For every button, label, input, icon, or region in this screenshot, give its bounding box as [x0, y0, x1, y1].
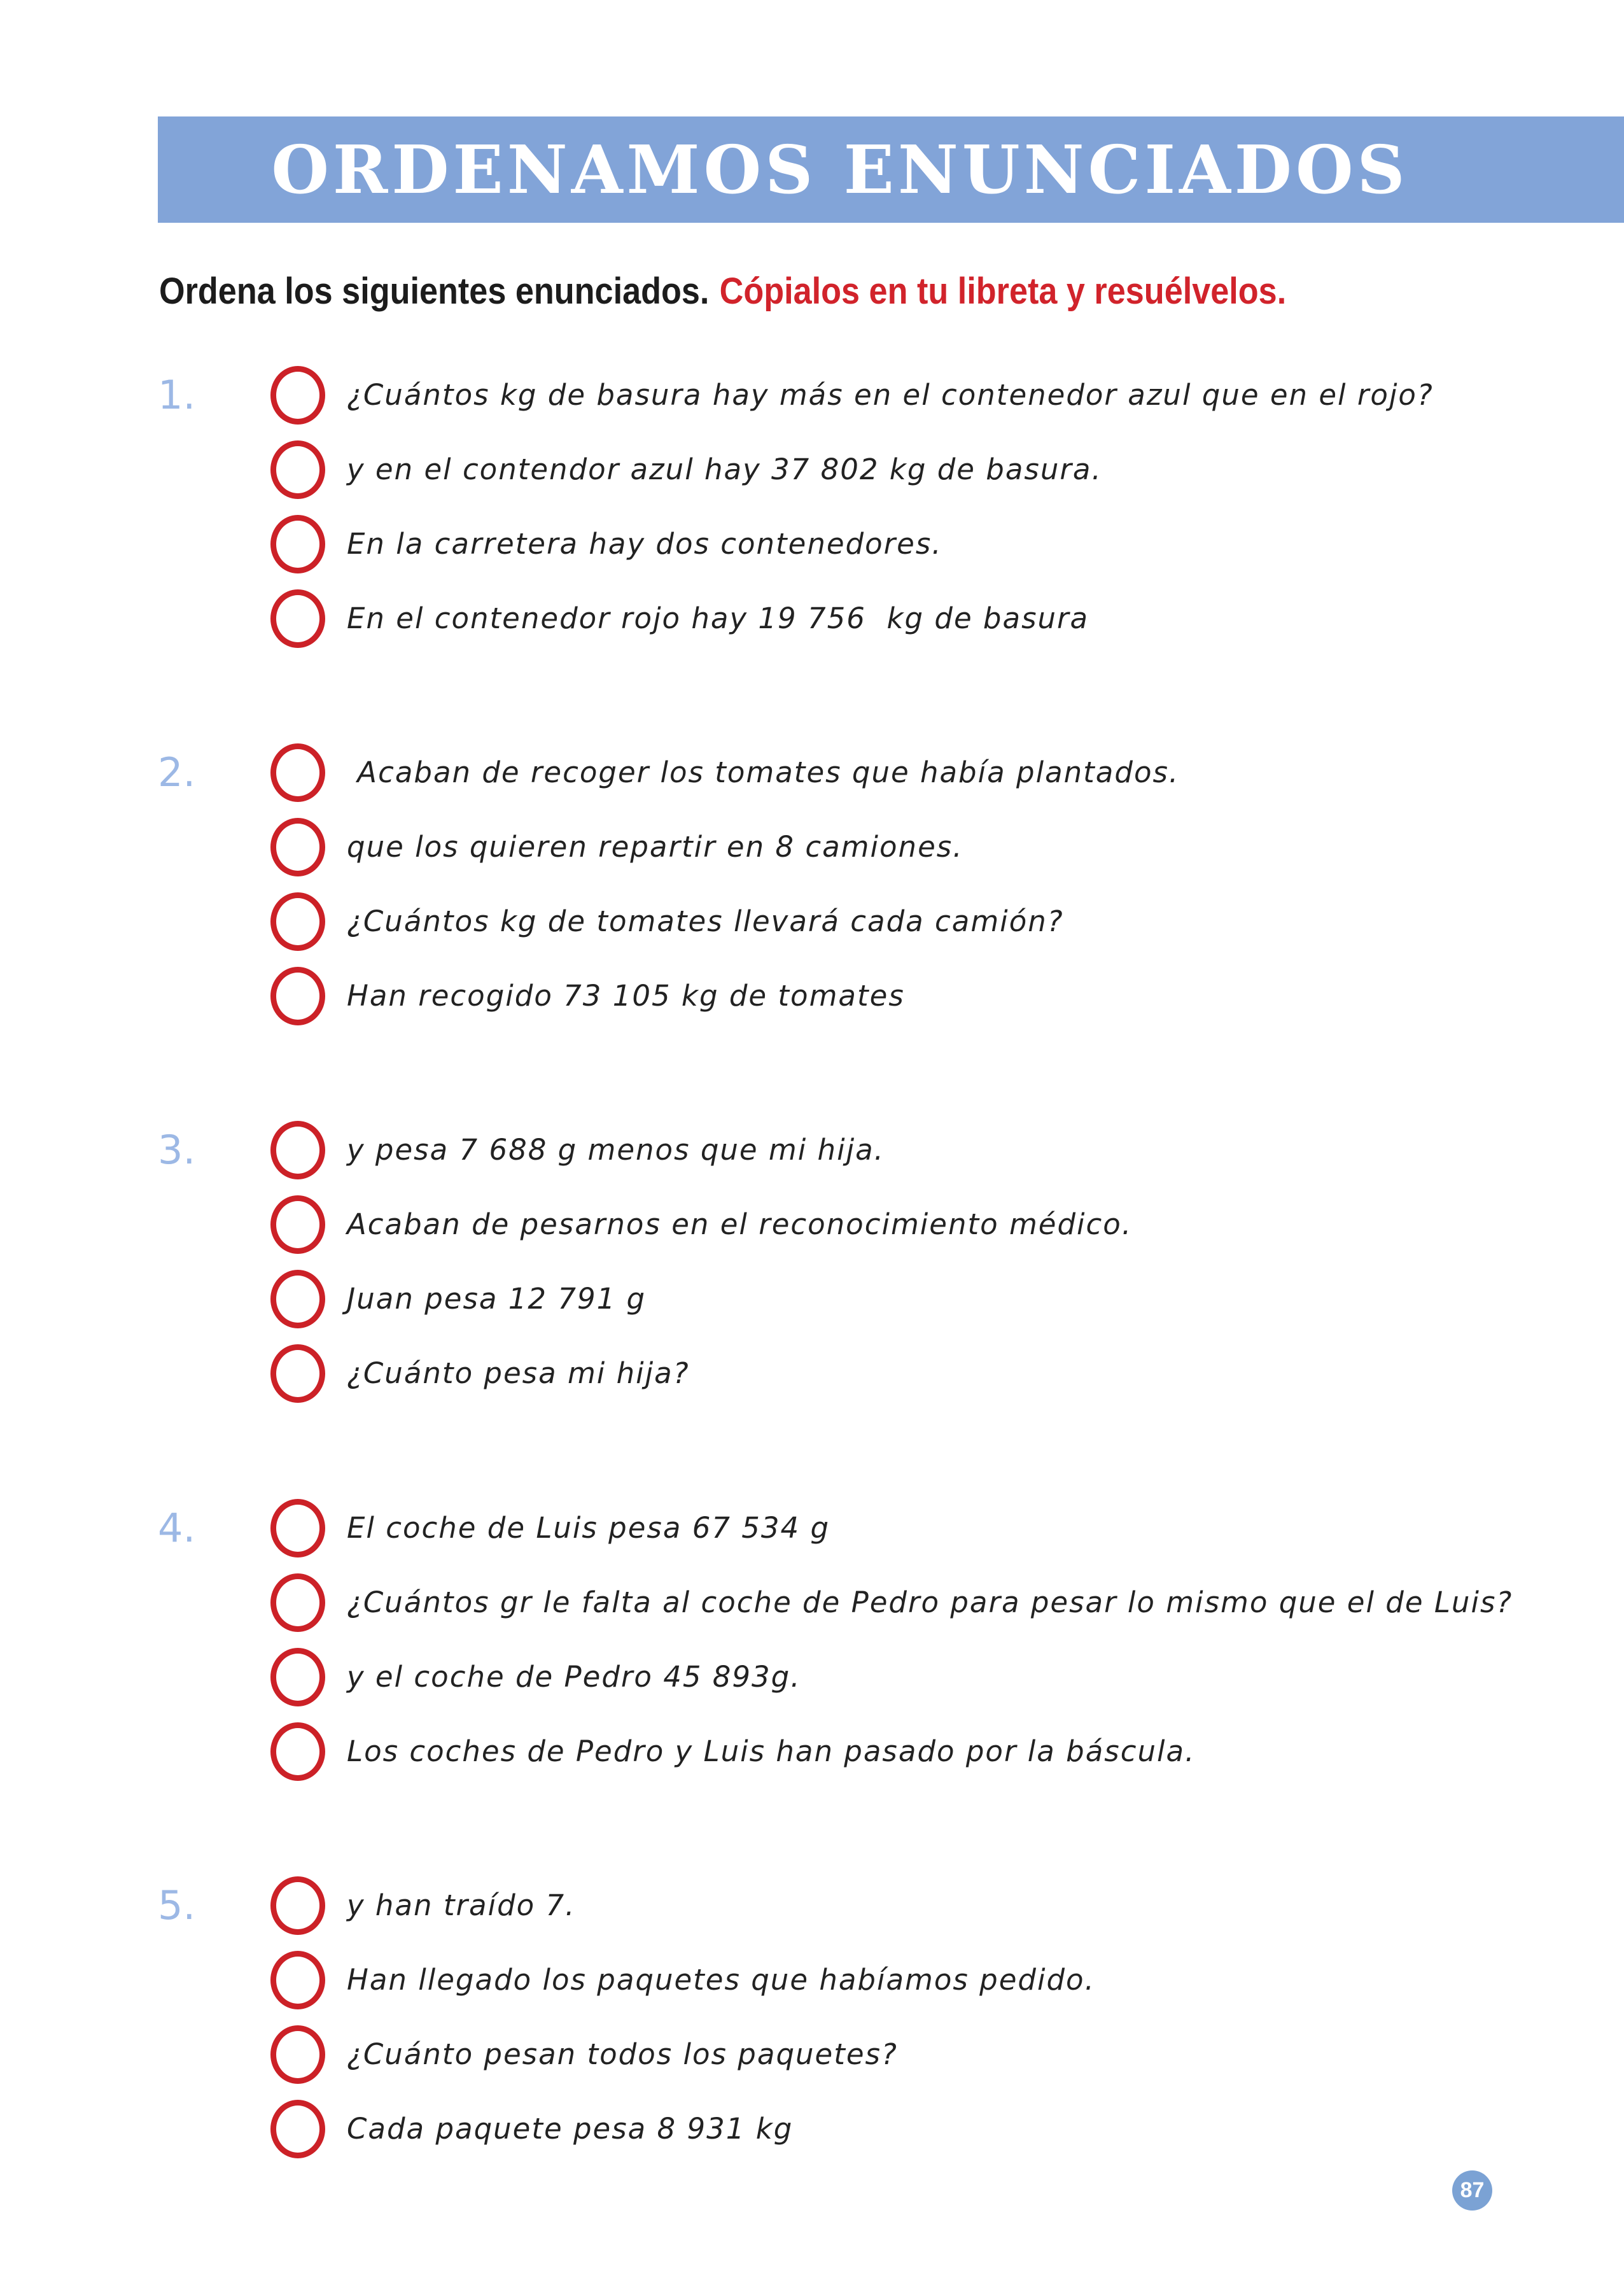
answer-circle[interactable] [270, 1270, 325, 1328]
page-number-badge: 87 [1452, 2170, 1492, 2211]
statement-text: y en el contendor azul hay 37 802 kg de basura. [347, 453, 1102, 486]
exercise-section-2 [158, 735, 1586, 1033]
exercise-section-4 [158, 1491, 1586, 1789]
statement-row [158, 358, 1586, 432]
statement-text: En la carretera hay dos contenedores. [347, 527, 942, 561]
statement-rows [158, 1868, 1586, 2166]
section-number: 2. [158, 749, 196, 796]
statement-row [158, 884, 1586, 959]
statement-text: ¿Cuántos kg de tomates llevará cada camión? [347, 904, 1064, 938]
statement-rows [158, 1113, 1586, 1410]
exercise-section-1 [158, 358, 1586, 656]
statement-text: ¿Cuántos gr le falta al coche de Pedro para pesar lo mismo que el de Luis? [347, 1585, 1513, 1619]
statement-text: y pesa 7 688 g menos que mi hija. [347, 1133, 885, 1167]
statement-text: ¿Cuánto pesa mi hija? [347, 1356, 690, 1390]
statement-rows [158, 735, 1586, 1033]
answer-circle[interactable] [270, 1573, 325, 1632]
statement-row [158, 1491, 1586, 1565]
statement-row [158, 1943, 1586, 2017]
answer-circle[interactable] [270, 1951, 325, 2009]
answer-circle[interactable] [270, 892, 325, 951]
statement-row [158, 1113, 1586, 1187]
statement-text: Han recogido 73 105 kg de tomates [347, 979, 905, 1013]
statement-text: ¿Cuántos kg de basura hay más en el contenedor azul que en el rojo? [347, 378, 1434, 412]
section-number: 5. [158, 1882, 196, 1929]
answer-circle[interactable] [270, 1344, 325, 1403]
answer-circle[interactable] [270, 1195, 325, 1254]
answer-circle[interactable] [270, 589, 325, 648]
statement-text: Juan pesa 12 791 g [347, 1282, 647, 1316]
answer-circle[interactable] [270, 967, 325, 1025]
statement-row [158, 2017, 1586, 2092]
statement-text: ¿Cuánto pesan todos los paquetes? [347, 2037, 898, 2071]
statement-row [158, 1714, 1586, 1789]
title-banner [158, 116, 1624, 223]
statement-row [158, 735, 1586, 810]
statement-row [158, 581, 1586, 656]
statement-text: y el coche de Pedro 45 893g. [347, 1660, 801, 1694]
statement-row [158, 1868, 1586, 1943]
statement-row [158, 432, 1586, 507]
answer-circle[interactable] [270, 2100, 325, 2158]
statement-row [158, 1187, 1586, 1262]
exercise-section-3 [158, 1113, 1586, 1410]
answer-circle[interactable] [270, 743, 325, 802]
instruction-red: Cópialos en tu libreta y resuélvelos. [719, 271, 1287, 312]
instruction-black: Ordena los siguientes enunciados. [159, 271, 710, 312]
instruction-text [159, 270, 1286, 313]
statement-row [158, 1336, 1586, 1410]
answer-circle[interactable] [270, 1121, 325, 1179]
statement-text: y han traído 7. [347, 1888, 576, 1922]
statement-row [158, 1565, 1586, 1640]
statement-text: que los quieren repartir en 8 camiones. [347, 830, 963, 864]
answer-circle[interactable] [270, 515, 325, 573]
page-title: ORDENAMOS ENUNCIADOS [271, 130, 1409, 209]
statement-text: En el contenedor rojo hay 19 756 kg de basura [347, 601, 1089, 635]
answer-circle[interactable] [270, 1648, 325, 1706]
statement-row [158, 959, 1586, 1033]
statement-text: Cada paquete pesa 8 931 kg [347, 2112, 794, 2146]
statement-rows [158, 358, 1586, 656]
answer-circle[interactable] [270, 366, 325, 425]
statement-text: El coche de Luis pesa 67 534 g [347, 1511, 830, 1545]
answer-circle[interactable] [270, 818, 325, 876]
answer-circle[interactable] [270, 2025, 325, 2084]
answer-circle[interactable] [270, 1876, 325, 1935]
answer-circle[interactable] [270, 440, 325, 499]
section-number: 3. [158, 1127, 196, 1173]
exercise-section-5 [158, 1868, 1586, 2166]
statement-row [158, 1262, 1586, 1336]
section-number: 1. [158, 372, 196, 418]
statement-rows [158, 1491, 1586, 1789]
statement-text: Los coches de Pedro y Luis han pasado por la báscula. [347, 1734, 1196, 1768]
statement-row [158, 507, 1586, 581]
statement-row [158, 810, 1586, 884]
answer-circle[interactable] [270, 1499, 325, 1557]
answer-circle[interactable] [270, 1722, 325, 1781]
section-number: 4. [158, 1505, 196, 1551]
statement-text: Acaban de pesarnos en el reconocimiento médico. [347, 1207, 1133, 1241]
statement-text: Han llegado los paquetes que habíamos pedido. [347, 1963, 1095, 1997]
statement-row [158, 1640, 1586, 1714]
statement-text: Acaban de recoger los tomates que había plantados. [347, 756, 1180, 789]
statement-row [158, 2092, 1586, 2166]
